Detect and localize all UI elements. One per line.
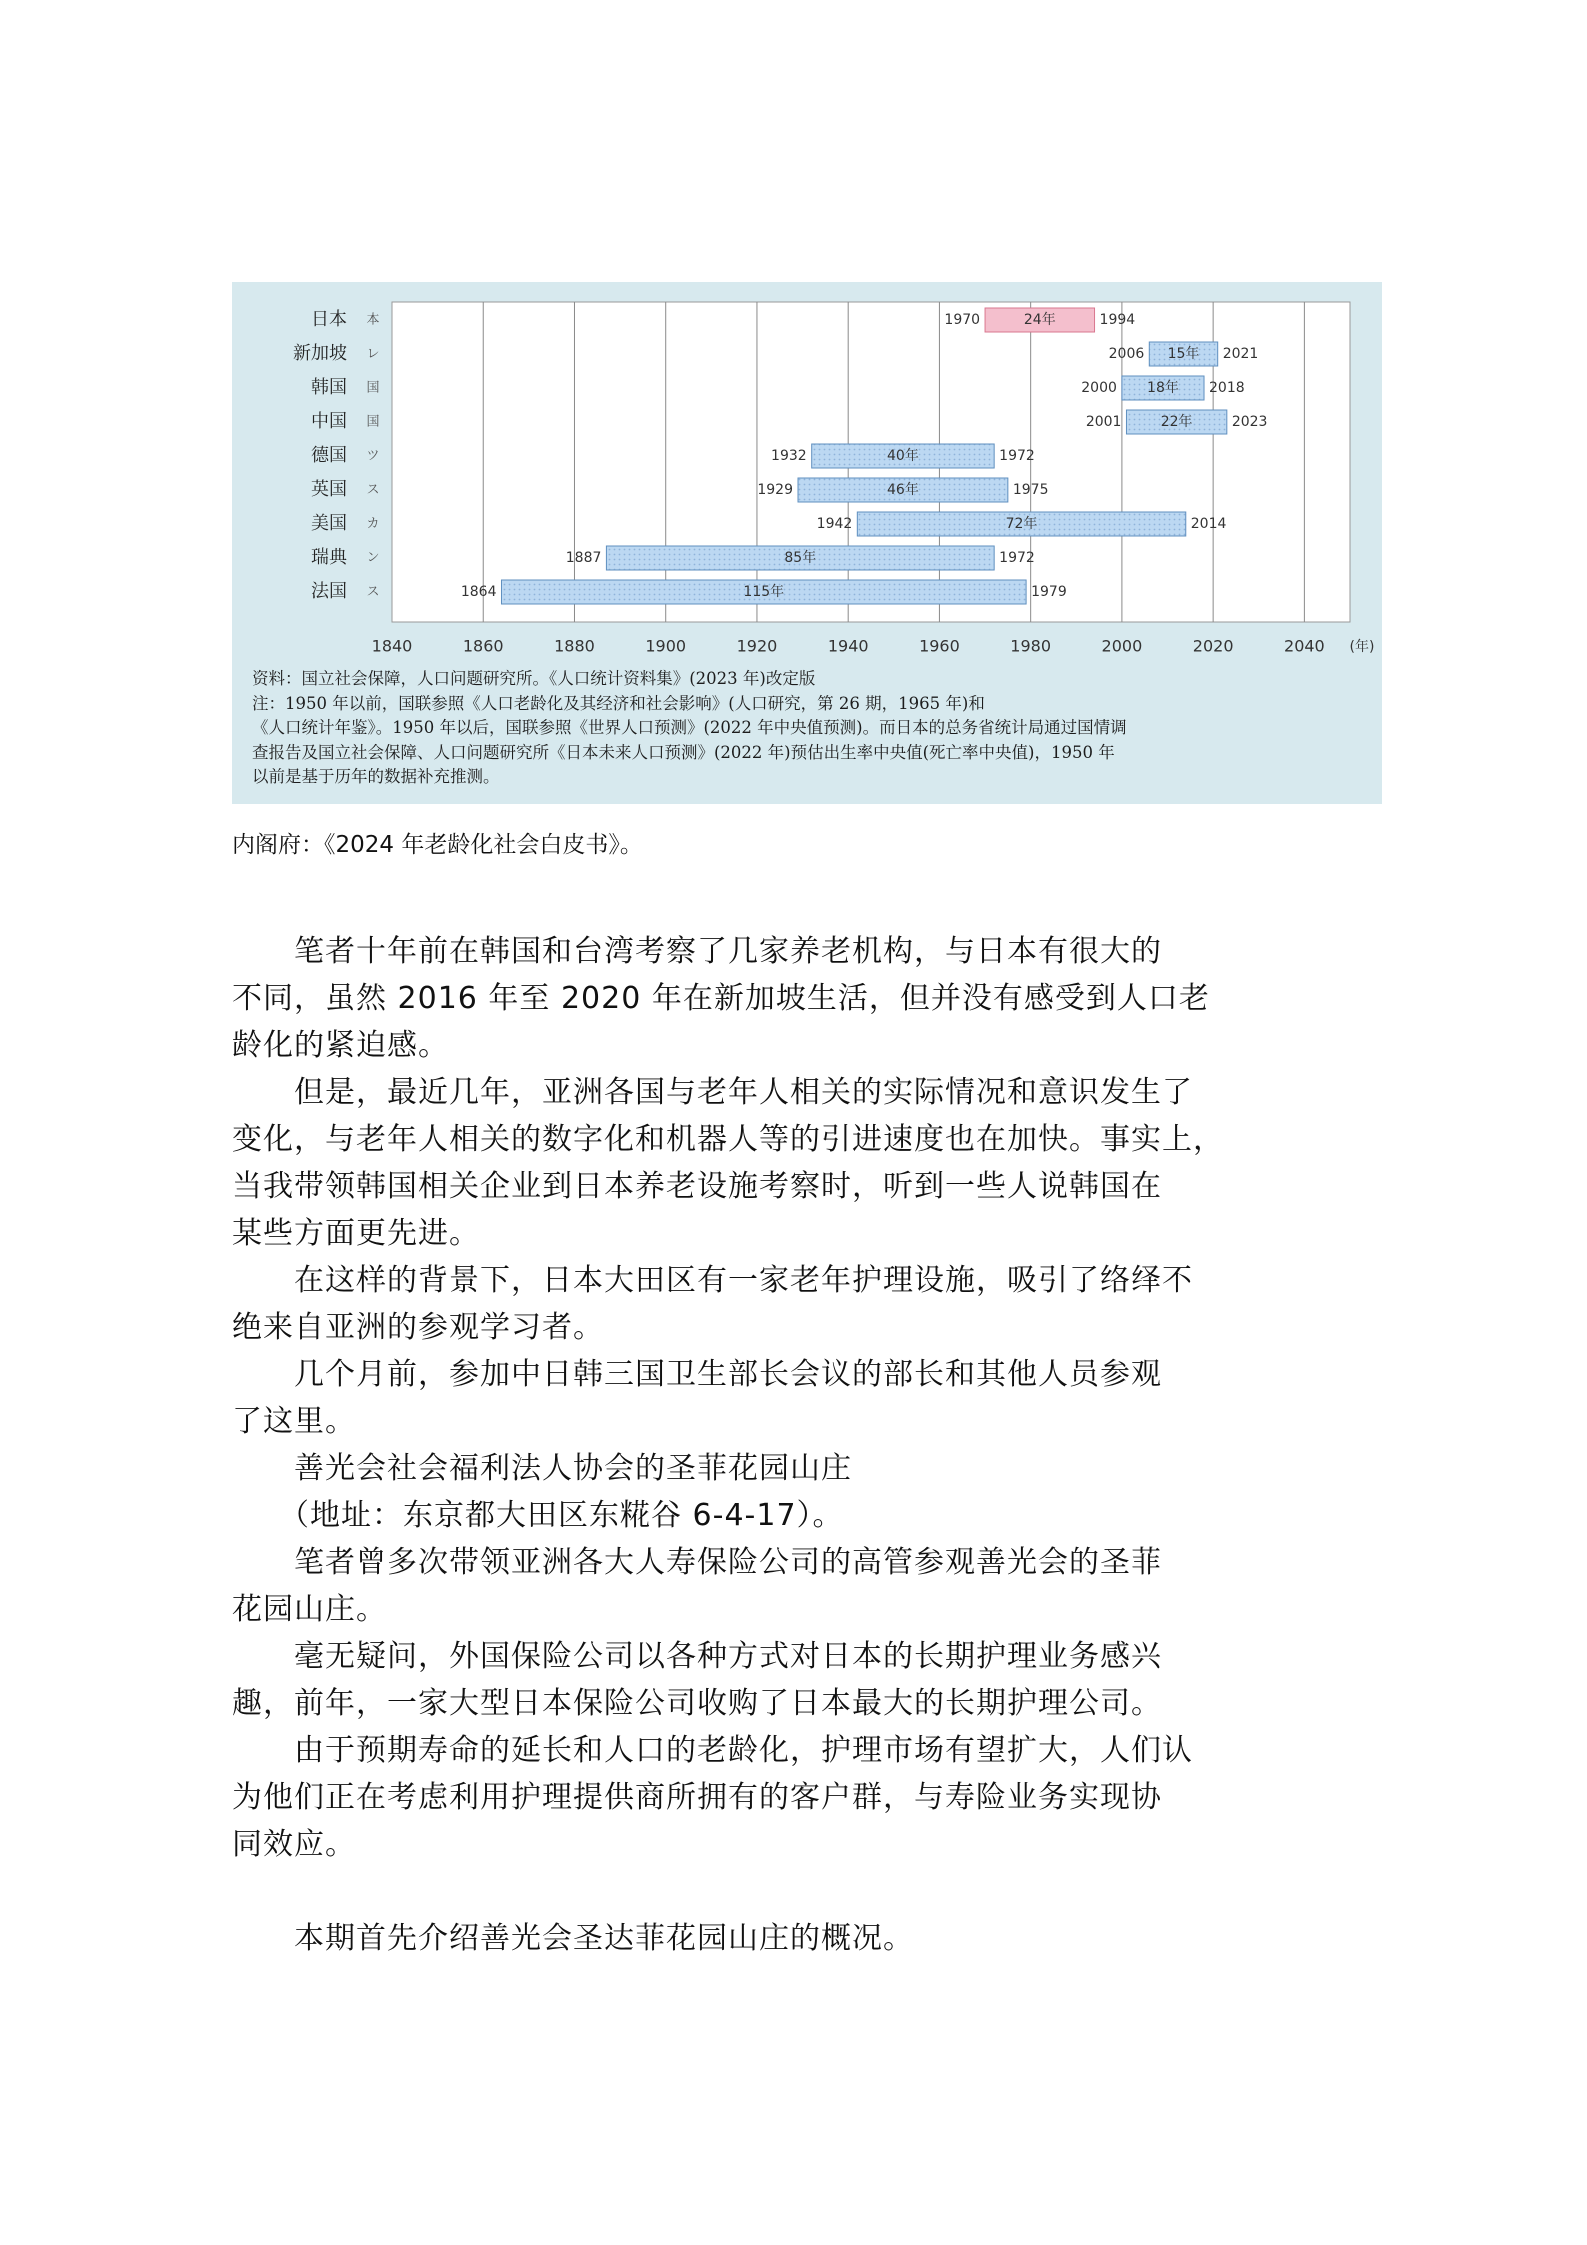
paragraph-line: 了这里。 xyxy=(232,1404,356,1439)
paragraph-line: 为他们正在考虑利用护理提供商所拥有的客户群，与寿险业务实现协 xyxy=(232,1780,1162,1815)
bar-start-label: 2001 xyxy=(1085,414,1122,430)
paragraph-line: 善光会社会福利法人协会的圣菲花园山庄 xyxy=(232,1451,852,1486)
paragraph-line: 笔者十年前在韩国和台湾考察了几家养老机构，与日本有很大的 xyxy=(232,934,1162,969)
paragraph-line: 毫无疑问，外国保险公司以各种方式对日本的长期护理业务感兴 xyxy=(232,1639,1162,1674)
bar-start-label: 1942 xyxy=(816,516,853,532)
figure-caption: 内阁府：《2024 年老龄化社会白皮书》。 xyxy=(232,832,643,858)
chart-notes xyxy=(252,667,1367,790)
x-tick-label: 1900 xyxy=(645,636,687,656)
note-line-1: 注：1950 年以前，国联参照《人口老龄化及其经济和社会影响》(人口研究，第 26 期，1965 年)和 xyxy=(252,693,985,713)
row-mark: 国 xyxy=(366,380,380,396)
chart-figure xyxy=(232,282,1382,804)
country-label: 瑞典 xyxy=(311,547,347,568)
x-tick-label: 1980 xyxy=(1010,636,1052,656)
article-body xyxy=(232,928,1372,1962)
bar-duration-label: 115年 xyxy=(743,584,785,600)
paragraph-line: 笔者曾多次带领亚洲各大人寿保险公司的高管参观善光会的圣菲 xyxy=(232,1545,1162,1580)
source-note: 资料：国立社会保障，人口问题研究所。《人口统计资料集》(2023 年)改定版 xyxy=(252,669,816,688)
bar-end-label: 1979 xyxy=(1031,584,1067,600)
row-mark: カ xyxy=(366,516,380,532)
bar-duration-label: 22年 xyxy=(1160,414,1193,430)
bar-duration-label: 72年 xyxy=(1005,516,1038,532)
bar-end-label: 1975 xyxy=(1012,482,1049,498)
x-axis-unit: (年) xyxy=(1349,639,1375,655)
note-line-3: 查报告及国立社会保障、人口问题研究所《日本未来人口预测》(2022 年)预估出生率中央值(死亡率中央值)，1950 年 xyxy=(252,742,1115,762)
paragraph-line: 变化，与老年人相关的数字化和机器人等的引进速度也在加快。事实上， xyxy=(232,1122,1224,1157)
bar-end-label: 2021 xyxy=(1222,346,1259,362)
x-tick-label: 1940 xyxy=(827,636,869,656)
country-label: 韩国 xyxy=(311,377,347,398)
bar-end-label: 1994 xyxy=(1099,312,1136,328)
row-mark: ツ xyxy=(366,448,380,464)
bar-start-label: 1887 xyxy=(565,550,602,566)
row-mark: ス xyxy=(366,482,380,498)
row-mark: 国 xyxy=(366,414,380,430)
country-label: 中国 xyxy=(311,411,347,432)
x-tick-label: 1880 xyxy=(554,636,595,656)
bar-end-label: 1972 xyxy=(999,448,1035,464)
bar-start-label: 2000 xyxy=(1081,380,1117,396)
paragraph-line: 绝来自亚洲的参观学习者。 xyxy=(232,1310,604,1345)
x-tick-label: 2000 xyxy=(1101,636,1143,656)
bar-start-label: 2006 xyxy=(1108,346,1145,362)
row-mark: レ xyxy=(366,346,380,362)
x-tick-label: 1920 xyxy=(736,636,778,656)
paragraph-line: 趣，前年，一家大型日本保险公司收购了日本最大的长期护理公司。 xyxy=(232,1686,1162,1721)
paragraph-line: 某些方面更先进。 xyxy=(232,1216,480,1251)
bar-start-label: 1932 xyxy=(771,448,807,464)
x-tick-label: 1840 xyxy=(371,636,413,656)
paragraph-line: 在这样的背景下，日本大田区有一家老年护理设施，吸引了络绎不 xyxy=(232,1263,1193,1298)
bar-duration-label: 40年 xyxy=(887,448,919,464)
row-mark: ス xyxy=(366,584,380,600)
bar-duration-label: 85年 xyxy=(784,550,817,566)
country-label: 英国 xyxy=(311,479,347,500)
paragraph-line: 本期首先介绍善光会圣达菲花园山庄的概况。 xyxy=(232,1921,914,1956)
bar-end-label: 1972 xyxy=(999,550,1035,566)
x-tick-label: 2020 xyxy=(1192,636,1234,656)
bar-end-label: 2018 xyxy=(1209,380,1245,396)
bar-duration-label: 24年 xyxy=(1023,312,1056,328)
paragraph-gap xyxy=(232,1868,1372,1915)
x-tick-label: 1960 xyxy=(919,636,960,656)
paragraph-line: 花园山庄。 xyxy=(232,1592,387,1627)
x-tick-label: 2040 xyxy=(1284,636,1325,656)
paragraph-line: 当我带领韩国相关企业到日本养老设施考察时，听到一些人说韩国在 xyxy=(232,1169,1162,1204)
country-label: 新加坡 xyxy=(293,343,347,364)
paragraph-line: 不同，虽然 2016 年至 2020 年在新加坡生活，但并没有感受到人口老 xyxy=(232,981,1210,1016)
note-line-2: 《人口统计年鉴》。1950 年以后，国联参照《世界人口预测》(2022 年中央值预测)。而日本的总务省统计局通过国情调 xyxy=(252,718,1127,737)
row-mark: ン xyxy=(366,550,380,566)
bar-end-label: 2014 xyxy=(1190,516,1227,532)
country-label: 法国 xyxy=(311,581,347,602)
paragraph-line: 但是，最近几年，亚洲各国与老年人相关的实际情况和意识发生了 xyxy=(232,1075,1193,1110)
bar-start-label: 1864 xyxy=(460,584,497,600)
paragraph-line: （地址：东京都大田区东糀谷 6-4-17）。 xyxy=(232,1498,844,1533)
note-line-4: 以前是基于历年的数据补充推测。 xyxy=(252,767,500,786)
x-tick-label: 1860 xyxy=(462,636,504,656)
bar-duration-label: 18年 xyxy=(1147,380,1179,396)
bar-duration-label: 46年 xyxy=(887,482,919,498)
country-label: 美国 xyxy=(311,513,347,534)
row-mark: 本 xyxy=(366,312,380,328)
bar-duration-label: 15年 xyxy=(1167,346,1200,362)
bar-end-label: 2023 xyxy=(1231,414,1268,430)
country-label: 日本 xyxy=(311,309,347,330)
paragraph-line: 同效应。 xyxy=(232,1827,356,1862)
bar-start-label: 1929 xyxy=(757,482,794,498)
paragraph-line: 几个月前，参加中日韩三国卫生部长会议的部长和其他人员参观 xyxy=(232,1357,1162,1392)
country-label: 德国 xyxy=(311,445,347,466)
bar-start-label: 1970 xyxy=(944,312,981,328)
paragraph-line: 龄化的紧迫感。 xyxy=(232,1028,449,1063)
paragraph-line: 由于预期寿命的延长和人口的老龄化，护理市场有望扩大，人们认 xyxy=(232,1733,1193,1768)
